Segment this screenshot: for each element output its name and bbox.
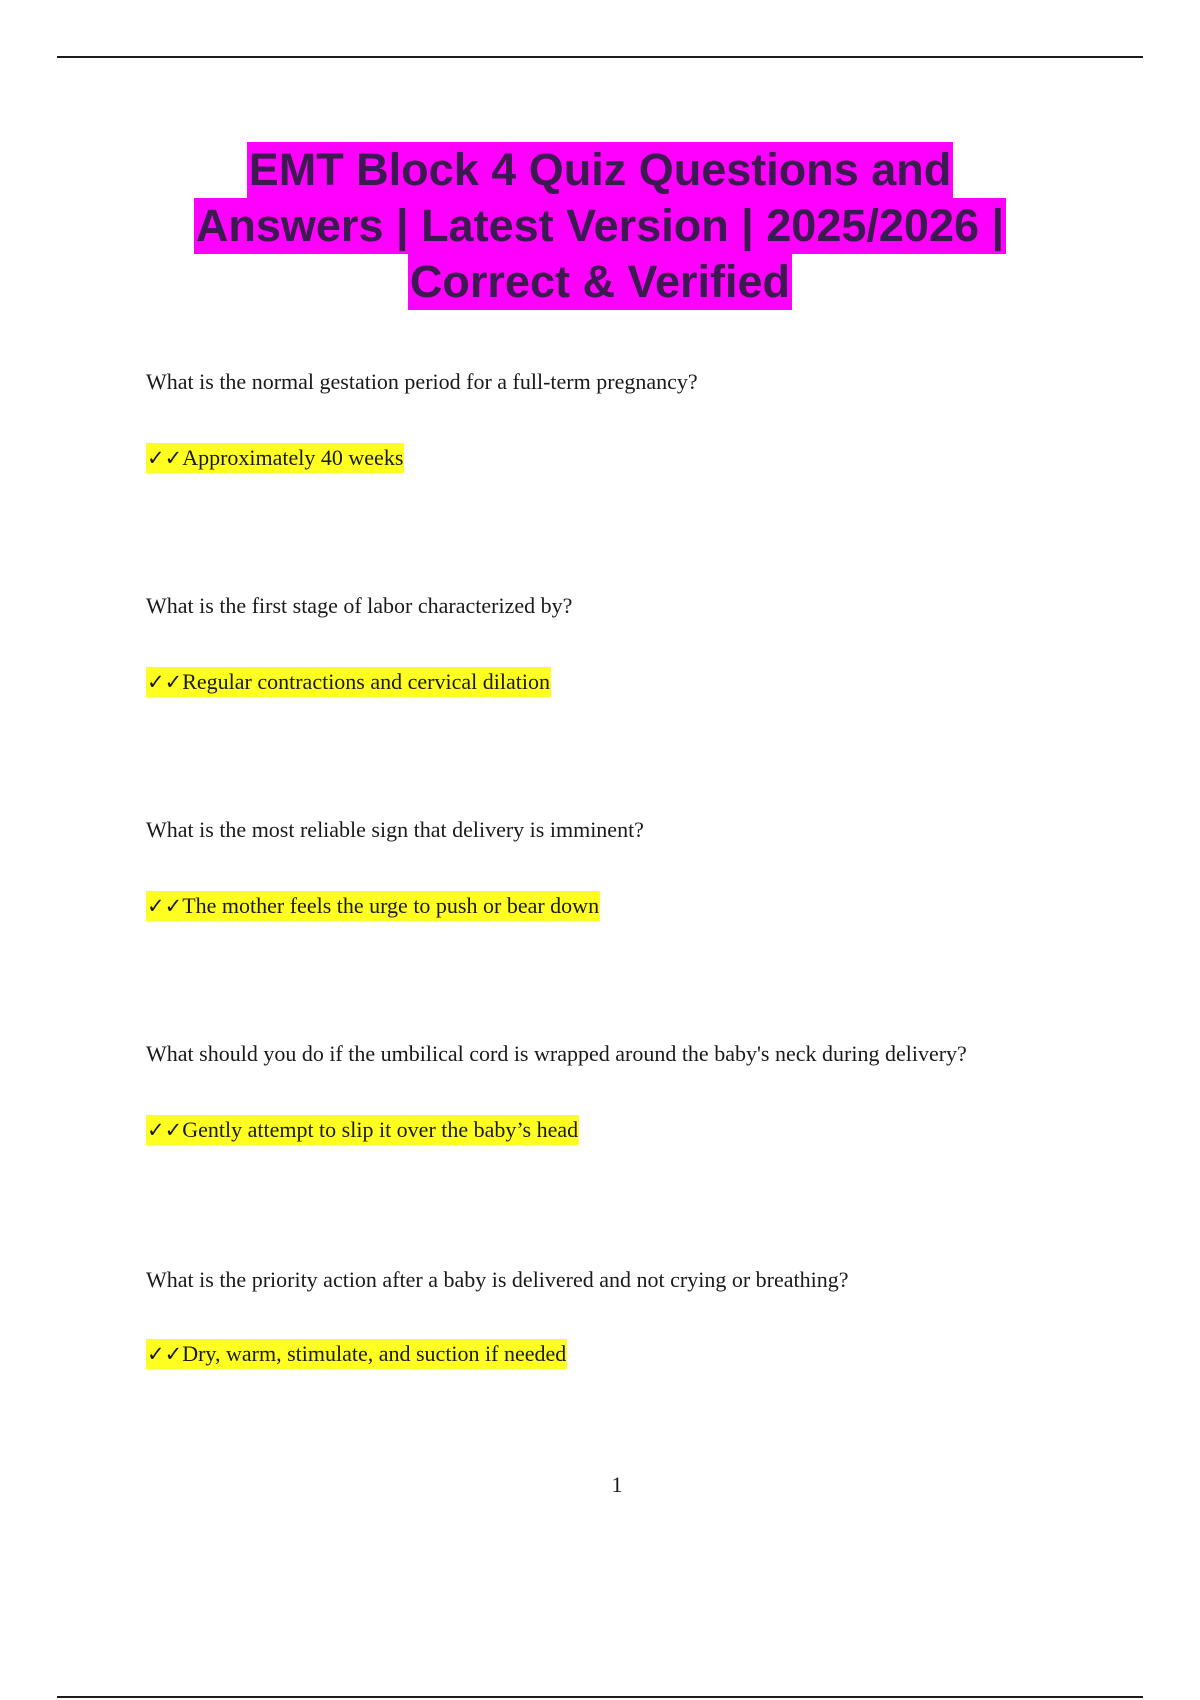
page-number: 1	[611, 1472, 623, 1497]
question-3: What is the most reliable sign that delivery is imminent?	[146, 817, 644, 842]
answer-3	[146, 891, 600, 921]
top-rule	[57, 56, 1143, 58]
answer-2-highlight	[146, 667, 551, 697]
answer-3-highlight	[146, 891, 600, 921]
answer-4-text: Gently attempt to slip it over the baby’s head	[182, 1117, 579, 1142]
answer-1-highlight	[146, 443, 404, 473]
answer-4-highlight	[146, 1115, 579, 1145]
checkmark-icon: ✓✓	[147, 894, 183, 918]
answer-1	[146, 443, 404, 473]
answer-3-text: The mother feels the urge to push or bear down	[182, 893, 600, 918]
title-line-2: Answers | Latest Version | 2025/2026 |	[194, 198, 1006, 254]
answer-5-text: Dry, warm, stimulate, and suction if needed	[182, 1341, 567, 1366]
question-5: What is the priority action after a baby is delivered and not crying or breathing?	[146, 1267, 849, 1292]
checkmark-icon: ✓✓	[147, 1342, 183, 1366]
title-line-1: EMT Block 4 Quiz Questions and	[247, 142, 954, 198]
bottom-rule	[57, 1696, 1143, 1698]
answer-5	[146, 1339, 567, 1369]
answer-4	[146, 1115, 579, 1145]
answer-2	[146, 667, 551, 697]
checkmark-icon: ✓✓	[147, 1118, 183, 1142]
title-line-3: Correct & Verified	[408, 254, 792, 310]
question-4: What should you do if the umbilical cord is wrapped around the baby's neck during delivery?	[146, 1041, 967, 1066]
question-1: What is the normal gestation period for a full-term pregnancy?	[146, 369, 698, 394]
checkmark-icon: ✓✓	[147, 446, 183, 470]
document-title	[100, 142, 1100, 310]
checkmark-icon: ✓✓	[147, 670, 183, 694]
answer-2-text: Regular contractions and cervical dilation	[182, 669, 550, 694]
answer-5-highlight	[146, 1339, 567, 1369]
question-2: What is the first stage of labor characterized by?	[146, 593, 573, 618]
answer-1-text: Approximately 40 weeks	[182, 445, 404, 470]
